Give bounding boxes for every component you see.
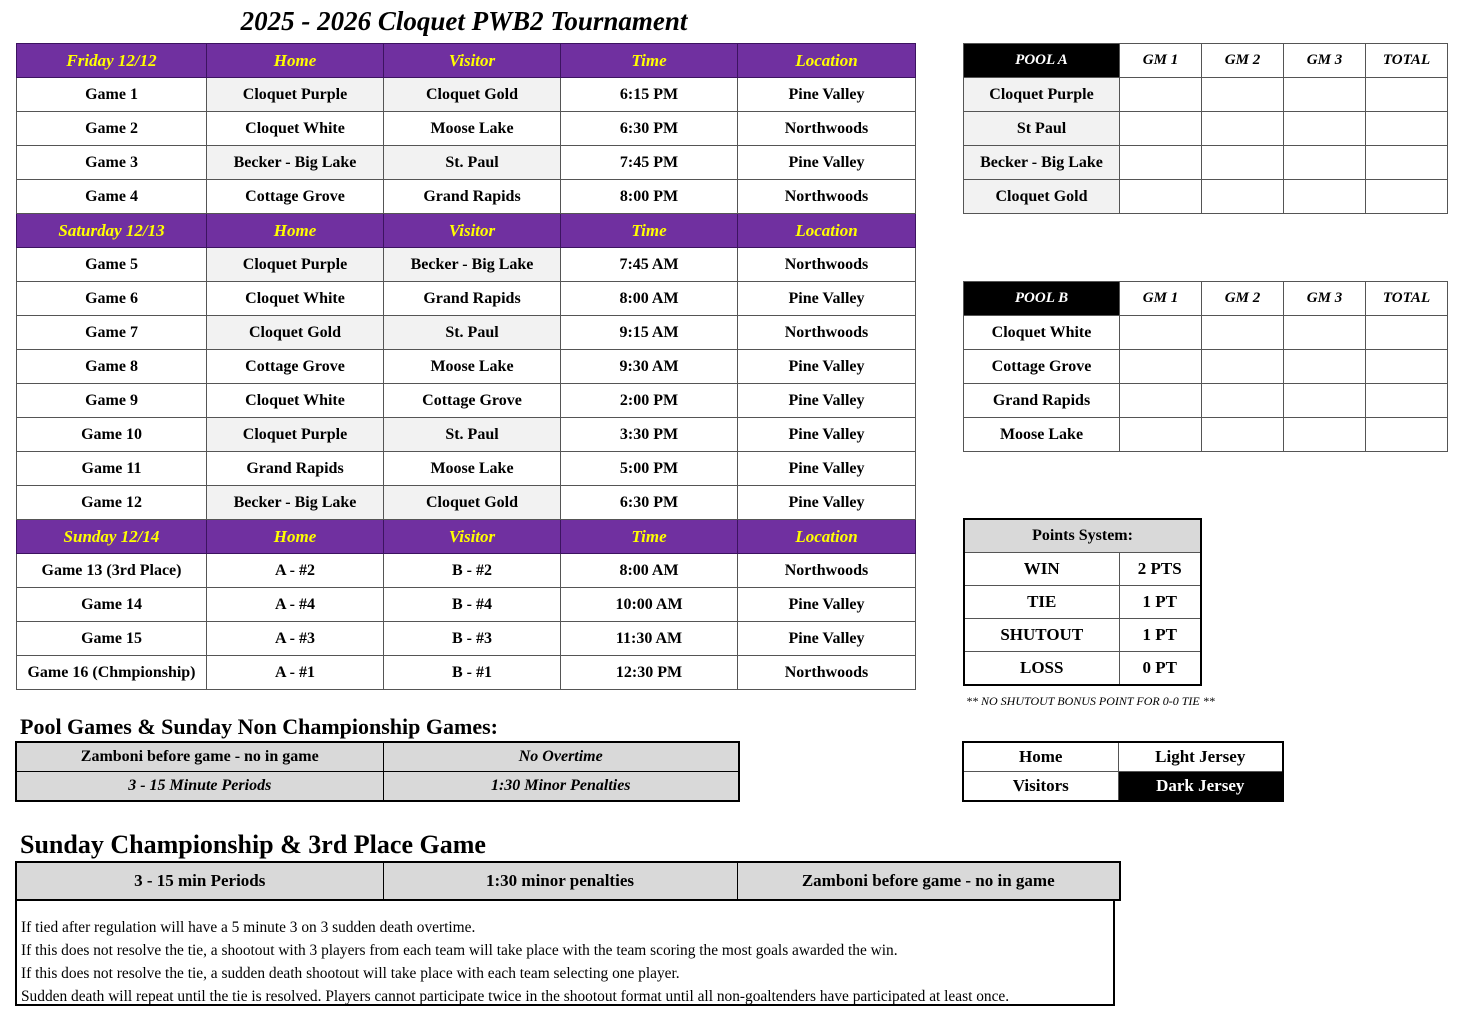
total-cell — [1366, 418, 1448, 452]
score-cell — [1202, 350, 1284, 384]
jersey-table — [962, 741, 1284, 802]
total-cell — [1366, 78, 1448, 112]
game-number: Game 15 — [17, 622, 207, 656]
column-header-visitor: Visitor — [384, 44, 561, 78]
game-row — [17, 248, 916, 282]
pool-team: Cloquet Purple — [964, 78, 1120, 112]
game-location: Pine Valley — [738, 452, 916, 486]
gm1-header: GM 1 — [1120, 44, 1202, 78]
score-cell — [1120, 316, 1202, 350]
pool-name: POOL A — [964, 44, 1120, 78]
home-team: Grand Rapids — [207, 452, 384, 486]
score-cell — [1120, 146, 1202, 180]
game-location: Northwoods — [738, 554, 916, 588]
home-team: Cloquet Purple — [207, 418, 384, 452]
tiebreak-line: If this does not resolve the tie, a shootout with 3 players from each team will take place with the team scoring the most goals awarded the win. — [21, 942, 898, 959]
home-team: Cloquet White — [207, 112, 384, 146]
visitor-team: Moose Lake — [384, 350, 561, 384]
championship-rules-table — [15, 861, 1121, 901]
tiebreak-line: Sudden death will repeat until the tie is resolved. Players cannot participate twice in the shootout format until all non-goaltenders have participated at least once. — [21, 988, 1010, 1005]
game-row — [17, 146, 916, 180]
game-row — [17, 78, 916, 112]
game-number: Game 16 (Chmpionship) — [17, 656, 207, 690]
points-value: 1 PT — [1119, 619, 1201, 652]
visitor-team: Moose Lake — [384, 112, 561, 146]
total-cell — [1366, 180, 1448, 214]
game-row — [17, 180, 916, 214]
home-team: Cottage Grove — [207, 350, 384, 384]
visitor-team: Grand Rapids — [384, 282, 561, 316]
game-time: 9:30 AM — [561, 350, 738, 384]
points-label: TIE — [964, 586, 1119, 619]
day-header-friday — [17, 44, 916, 78]
visitor-team: St. Paul — [384, 418, 561, 452]
game-time: 6:30 PM — [561, 486, 738, 520]
game-time: 8:00 AM — [561, 554, 738, 588]
score-cell — [1120, 112, 1202, 146]
game-row — [17, 656, 916, 690]
visitor-team: B - #1 — [384, 656, 561, 690]
home-team: Cloquet White — [207, 384, 384, 418]
score-cell — [1284, 112, 1366, 146]
column-header-visitor: Visitor — [384, 214, 561, 248]
home-team: A - #1 — [207, 656, 384, 690]
jersey-home-value: Light Jersey — [1118, 742, 1283, 772]
game-row — [17, 452, 916, 486]
pool-name: POOL B — [964, 282, 1120, 316]
pool-team: Cottage Grove — [964, 350, 1120, 384]
game-row — [17, 588, 916, 622]
total-cell — [1366, 316, 1448, 350]
score-cell — [1284, 180, 1366, 214]
visitor-team: Becker - Big Lake — [384, 248, 561, 282]
game-location: Pine Valley — [738, 418, 916, 452]
column-header-visitor: Visitor — [384, 520, 561, 554]
game-row — [17, 418, 916, 452]
total-cell — [1366, 350, 1448, 384]
total-cell — [1366, 112, 1448, 146]
home-team: Cloquet Gold — [207, 316, 384, 350]
game-location: Northwoods — [738, 248, 916, 282]
tiebreak-line: If tied after regulation will have a 5 minute 3 on 3 sudden death overtime. — [21, 919, 476, 936]
rule-cell: No Overtime — [383, 742, 739, 772]
score-cell — [1202, 78, 1284, 112]
score-cell — [1202, 418, 1284, 452]
page-title: 2025 - 2026 Cloquet PWB2 Tournament — [240, 6, 688, 36]
game-time: 12:30 PM — [561, 656, 738, 690]
pool-team: Cloquet White — [964, 316, 1120, 350]
home-team: A - #4 — [207, 588, 384, 622]
game-time: 6:15 PM — [561, 78, 738, 112]
pool-team-row — [964, 78, 1448, 112]
game-location: Pine Valley — [738, 282, 916, 316]
total-header: TOTAL — [1366, 282, 1448, 316]
home-team: Becker - Big Lake — [207, 146, 384, 180]
game-time: 9:15 AM — [561, 316, 738, 350]
game-location: Northwoods — [738, 112, 916, 146]
column-header-home: Home — [207, 214, 384, 248]
game-location: Pine Valley — [738, 146, 916, 180]
points-system-table — [963, 518, 1202, 686]
pool-header-row — [964, 44, 1448, 78]
points-row — [964, 652, 1201, 686]
schedule-table — [16, 43, 916, 690]
gm1-header: GM 1 — [1120, 282, 1202, 316]
points-label: LOSS — [964, 652, 1119, 686]
game-row — [17, 282, 916, 316]
game-row — [17, 384, 916, 418]
visitor-team: Grand Rapids — [384, 180, 561, 214]
pool-team: Grand Rapids — [964, 384, 1120, 418]
game-time: 8:00 PM — [561, 180, 738, 214]
game-location: Pine Valley — [738, 486, 916, 520]
shutout-note: ** NO SHUTOUT BONUS POINT FOR 0-0 TIE ** — [966, 694, 1215, 708]
jersey-visitors-value: Dark Jersey — [1118, 772, 1283, 802]
score-cell — [1284, 146, 1366, 180]
champ-rule-cell: 1:30 minor penalties — [383, 862, 737, 900]
visitor-team: St. Paul — [384, 316, 561, 350]
game-number: Game 7 — [17, 316, 207, 350]
game-location: Pine Valley — [738, 350, 916, 384]
game-number: Game 3 — [17, 146, 207, 180]
pool-team-row — [964, 350, 1448, 384]
score-cell — [1202, 112, 1284, 146]
game-row — [17, 486, 916, 520]
visitor-team: Moose Lake — [384, 452, 561, 486]
points-label: WIN — [964, 553, 1119, 586]
game-location: Northwoods — [738, 316, 916, 350]
game-location: Northwoods — [738, 656, 916, 690]
visitor-team: Cloquet Gold — [384, 486, 561, 520]
jersey-home-label: Home — [963, 742, 1118, 772]
game-time: 6:30 PM — [561, 112, 738, 146]
day-label: Saturday 12/13 — [17, 214, 207, 248]
score-cell — [1120, 418, 1202, 452]
score-cell — [1120, 180, 1202, 214]
pool-team-row — [964, 384, 1448, 418]
column-header-home: Home — [207, 44, 384, 78]
visitor-team: B - #2 — [384, 554, 561, 588]
column-header-location: Location — [738, 520, 916, 554]
game-row — [17, 350, 916, 384]
game-number: Game 11 — [17, 452, 207, 486]
pool-team-row — [964, 180, 1448, 214]
day-header-sunday — [17, 520, 916, 554]
game-number: Game 12 — [17, 486, 207, 520]
points-system-title: Points System: — [964, 519, 1201, 553]
total-cell — [1366, 384, 1448, 418]
home-team: Cloquet Purple — [207, 78, 384, 112]
day-label: Friday 12/12 — [17, 44, 207, 78]
game-number: Game 5 — [17, 248, 207, 282]
column-header-time: Time — [561, 44, 738, 78]
pool-header-row — [964, 282, 1448, 316]
champ-rule-cell: 3 - 15 min Periods — [16, 862, 383, 900]
game-number: Game 2 — [17, 112, 207, 146]
rule-cell: 1:30 Minor Penalties — [383, 772, 739, 802]
game-row — [17, 622, 916, 656]
jersey-visitors-label: Visitors — [963, 772, 1118, 802]
column-header-location: Location — [738, 44, 916, 78]
pool-rules-title: Pool Games & Sunday Non Championship Games: — [20, 714, 498, 739]
points-row — [964, 553, 1201, 586]
rule-cell: Zamboni before game - no in game — [16, 742, 383, 772]
game-time: 2:00 PM — [561, 384, 738, 418]
score-cell — [1120, 384, 1202, 418]
visitor-team: B - #3 — [384, 622, 561, 656]
pool-a-table — [963, 43, 1448, 214]
column-header-time: Time — [561, 520, 738, 554]
game-location: Pine Valley — [738, 384, 916, 418]
game-time: 5:00 PM — [561, 452, 738, 486]
game-location: Pine Valley — [738, 588, 916, 622]
score-cell — [1284, 316, 1366, 350]
gm2-header: GM 2 — [1202, 282, 1284, 316]
champ-rule-cell: Zamboni before game - no in game — [737, 862, 1120, 900]
game-location: Pine Valley — [738, 78, 916, 112]
tiebreak-line: If this does not resolve the tie, a sudden death shootout will take place with each team selecting one player. — [21, 965, 680, 982]
score-cell — [1284, 418, 1366, 452]
game-number: Game 1 — [17, 78, 207, 112]
game-time: 7:45 AM — [561, 248, 738, 282]
home-team: A - #3 — [207, 622, 384, 656]
game-time: 10:00 AM — [561, 588, 738, 622]
game-time: 7:45 PM — [561, 146, 738, 180]
game-number: Game 9 — [17, 384, 207, 418]
column-header-location: Location — [738, 214, 916, 248]
home-team: Cottage Grove — [207, 180, 384, 214]
championship-title: Sunday Championship & 3rd Place Game — [20, 830, 486, 859]
score-cell — [1202, 180, 1284, 214]
pool-team: St Paul — [964, 112, 1120, 146]
visitor-team: Cloquet Gold — [384, 78, 561, 112]
column-header-time: Time — [561, 214, 738, 248]
pool-rules-table — [15, 741, 740, 802]
game-number: Game 8 — [17, 350, 207, 384]
points-row — [964, 619, 1201, 652]
points-value: 0 PT — [1119, 652, 1201, 686]
game-row — [17, 554, 916, 588]
home-team: Cloquet Purple — [207, 248, 384, 282]
column-header-home: Home — [207, 520, 384, 554]
game-number: Game 13 (3rd Place) — [17, 554, 207, 588]
score-cell — [1120, 78, 1202, 112]
score-cell — [1202, 316, 1284, 350]
home-team: Becker - Big Lake — [207, 486, 384, 520]
game-row — [17, 316, 916, 350]
score-cell — [1202, 384, 1284, 418]
day-label: Sunday 12/14 — [17, 520, 207, 554]
game-number: Game 14 — [17, 588, 207, 622]
game-location: Northwoods — [738, 180, 916, 214]
game-row — [17, 112, 916, 146]
points-label: SHUTOUT — [964, 619, 1119, 652]
total-header: TOTAL — [1366, 44, 1448, 78]
score-cell — [1284, 384, 1366, 418]
pool-team-row — [964, 146, 1448, 180]
gm3-header: GM 3 — [1284, 282, 1366, 316]
points-value: 1 PT — [1119, 586, 1201, 619]
total-cell — [1366, 146, 1448, 180]
game-number: Game 6 — [17, 282, 207, 316]
game-time: 11:30 AM — [561, 622, 738, 656]
pool-team-row — [964, 112, 1448, 146]
championship-text — [15, 900, 1115, 1006]
visitor-team: Cottage Grove — [384, 384, 561, 418]
rule-cell: 3 - 15 Minute Periods — [16, 772, 383, 802]
points-value: 2 PTS — [1119, 553, 1201, 586]
home-team: Cloquet White — [207, 282, 384, 316]
pool-team: Moose Lake — [964, 418, 1120, 452]
game-time: 8:00 AM — [561, 282, 738, 316]
visitor-team: B - #4 — [384, 588, 561, 622]
day-header-saturday — [17, 214, 916, 248]
score-cell — [1284, 78, 1366, 112]
pool-b-table — [963, 281, 1448, 452]
gm2-header: GM 2 — [1202, 44, 1284, 78]
score-cell — [1202, 146, 1284, 180]
pool-team: Cloquet Gold — [964, 180, 1120, 214]
pool-team-row — [964, 418, 1448, 452]
pool-team-row — [964, 316, 1448, 350]
game-number: Game 10 — [17, 418, 207, 452]
visitor-team: St. Paul — [384, 146, 561, 180]
gm3-header: GM 3 — [1284, 44, 1366, 78]
score-cell — [1120, 350, 1202, 384]
game-number: Game 4 — [17, 180, 207, 214]
points-row — [964, 586, 1201, 619]
pool-team: Becker - Big Lake — [964, 146, 1120, 180]
score-cell — [1284, 350, 1366, 384]
game-location: Pine Valley — [738, 622, 916, 656]
home-team: A - #2 — [207, 554, 384, 588]
game-time: 3:30 PM — [561, 418, 738, 452]
